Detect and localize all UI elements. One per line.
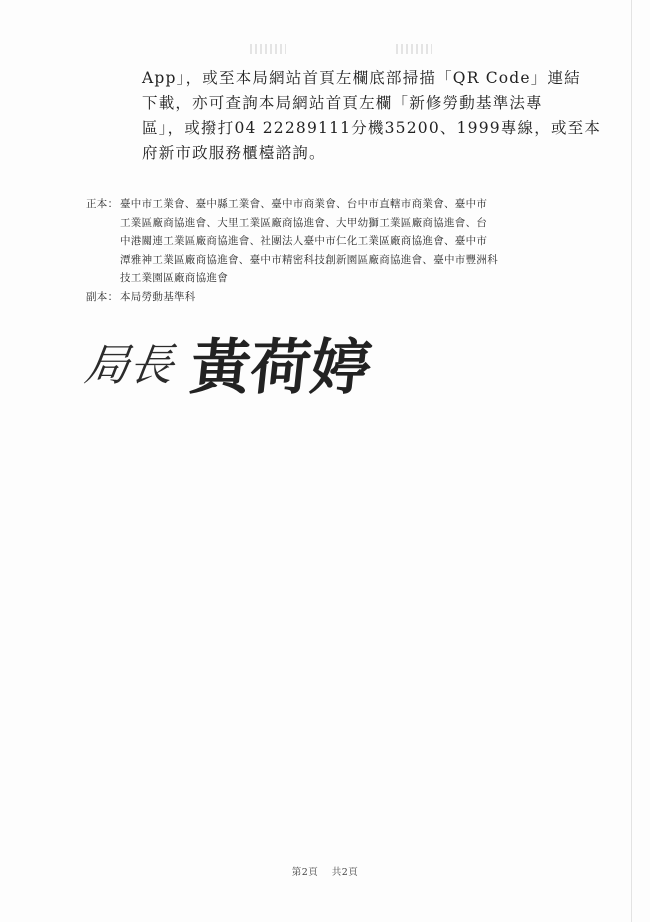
page-number: 第2頁 [291, 867, 319, 878]
page-footer [0, 864, 650, 878]
body-line: App」，或至本局網站首頁左欄底部掃描「QR Code」連結 [142, 69, 581, 87]
signature-name: 黃荷婷 [187, 333, 375, 403]
primary-recipient-text [120, 195, 586, 288]
copy-recipient-text: 本局勞動基準科 [120, 290, 196, 303]
recipient-line: 中港關連工業區廠商協進會、社團法人臺中市仁化工業區廠商協進會、臺中市 [120, 235, 488, 247]
recipient-line: 工業區廠商協進會、大里工業區廠商協進會、大甲幼獅工業區廠商協進會、台 [120, 216, 488, 229]
scan-edge [631, 0, 632, 922]
primary-label: 正本： [86, 198, 119, 210]
copy-label: 副本： [86, 290, 119, 303]
body-line: 區」，或撥打04 22289111分機35200、1999專線，或至本 [142, 119, 602, 137]
distribution-list [86, 195, 586, 306]
faint-mark-right [396, 44, 432, 54]
recipient-line: 臺中市工業會、臺中縣工業會、臺中市商業會、台中市直轄市商業會、臺中市 [120, 198, 488, 210]
recipient-line: 技工業園區廠商協進會 [120, 272, 228, 284]
recipient-line: 潭雅神工業區廠商協進會、臺中市精密科技創新園區廠商協進會、臺中市豐洲科 [120, 253, 498, 266]
body-line: 府新市政服務櫃檯諮詢。 [142, 144, 326, 162]
signature-title: 局長 [81, 340, 177, 391]
copy-recipients [86, 288, 586, 307]
faint-header-marks [250, 44, 480, 58]
body-line: 下載，亦可查詢本局網站首頁左欄「新修勞動基準法專 [142, 94, 543, 112]
body-paragraph [142, 66, 602, 166]
page-total: 共2頁 [331, 867, 359, 878]
faint-mark-left [250, 44, 286, 54]
primary-recipients [86, 195, 586, 288]
director-signature [81, 318, 412, 418]
